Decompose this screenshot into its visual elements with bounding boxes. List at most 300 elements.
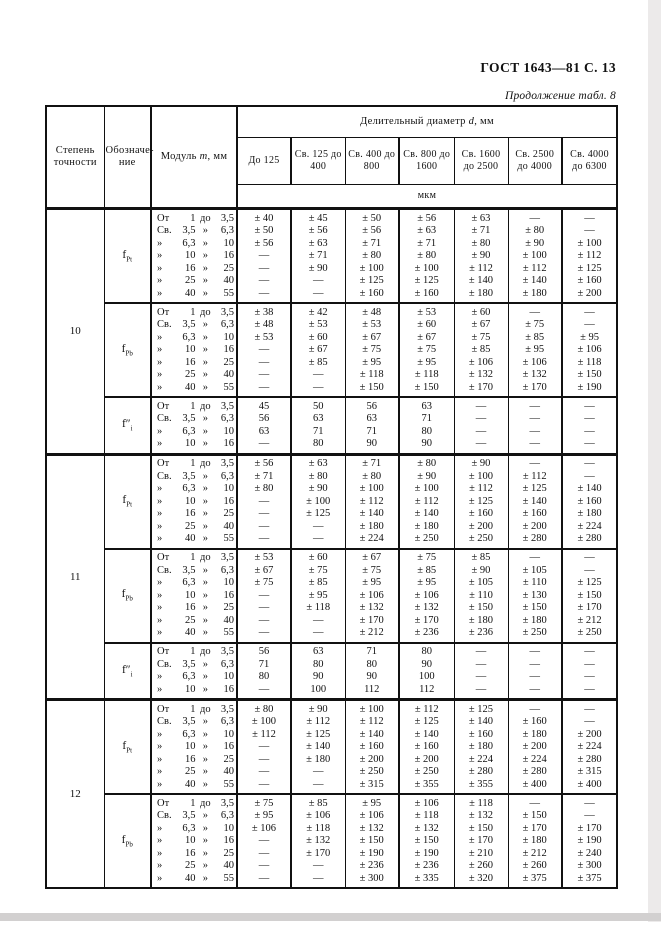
module-token: » — [157, 741, 163, 752]
module-token: 1 — [190, 458, 196, 469]
tolerance-value: ± 90 — [525, 237, 545, 249]
tolerance-value: ± 106 — [359, 810, 384, 821]
value-cell — [508, 397, 562, 454]
tolerance-value: ± 112 — [359, 495, 384, 507]
tolerance-value: 71 — [366, 646, 377, 657]
module-token: » — [157, 425, 163, 437]
header-unit: мкм — [237, 185, 617, 209]
tolerance-value: — — [475, 413, 487, 424]
tolerance-value: 80 — [366, 658, 377, 670]
tolerance-value: 63 — [313, 646, 324, 657]
value-cell — [454, 794, 508, 888]
module-token: » — [157, 508, 163, 519]
tolerance-value: — — [258, 589, 270, 601]
tolerance-table — [45, 105, 618, 889]
module-token: 10 — [223, 237, 234, 249]
value-cell — [562, 549, 617, 643]
module-cell — [151, 454, 237, 549]
tolerance-value: ± 212 — [522, 847, 547, 859]
tolerance-value: ± 150 — [577, 369, 602, 380]
tolerance-value: ± 48 — [362, 306, 382, 318]
value-cell — [562, 794, 617, 888]
tolerance-value: — — [475, 671, 487, 682]
diameter-variable: d — [468, 116, 475, 127]
module-token: 6,3 — [182, 577, 196, 588]
module-token: » — [202, 860, 208, 871]
tolerance-value: ± 63 — [308, 458, 328, 469]
tolerance-value: ± 80 — [254, 483, 274, 494]
value-cell — [562, 303, 617, 397]
tolerance-value: ± 200 — [522, 741, 547, 752]
module-token: 16 — [223, 438, 234, 449]
tolerance-value: — — [475, 646, 487, 657]
tolerance-value: ± 100 — [414, 262, 439, 274]
module-token: 16 — [223, 741, 234, 752]
module-range-line — [157, 307, 234, 320]
module-range-line — [157, 565, 234, 578]
tolerance-value: 100 — [310, 683, 327, 695]
module-range-line — [157, 319, 234, 332]
tolerance-value: ± 106 — [359, 589, 384, 601]
tolerance-value: ± 56 — [308, 225, 328, 236]
value-cell — [454, 643, 508, 700]
module-range-line — [157, 438, 234, 451]
module-token: » — [157, 627, 163, 638]
tolerance-value: ± 80 — [417, 250, 437, 261]
tolerance-value: ± 140 — [359, 728, 384, 740]
module-token: 3,5 — [182, 413, 196, 424]
module-range-line — [157, 238, 234, 251]
tolerance-value: ± 90 — [471, 250, 491, 261]
tolerance-value: ± 42 — [308, 306, 328, 318]
module-token: 55 — [223, 381, 234, 393]
value-cell — [562, 643, 617, 700]
header-col-6: Св. 4000 до 6300 — [562, 138, 617, 185]
module-token: 55 — [223, 627, 234, 638]
tolerance-value: ± 280 — [468, 766, 494, 777]
value-cell — [345, 209, 399, 304]
tolerance-value: — — [529, 458, 540, 469]
tolerance-value: ± 90 — [471, 458, 491, 469]
module-range-line — [157, 590, 234, 603]
tolerance-value: ± 38 — [254, 306, 274, 318]
tolerance-value: ± 67 — [417, 331, 437, 343]
tolerance-value: ± 75 — [417, 552, 437, 563]
tolerance-value: ± 53 — [254, 331, 274, 343]
tolerance-value: ± 90 — [308, 703, 328, 715]
module-token: 3,5 — [182, 470, 196, 482]
tolerance-value: 45 — [258, 400, 270, 412]
tolerance-value: — — [475, 425, 487, 437]
tolerance-value: ± 170 — [522, 381, 547, 393]
module-token: » — [202, 658, 208, 670]
tolerance-value: — — [584, 458, 595, 469]
module-token: 10 — [185, 438, 196, 449]
tolerance-value: — — [529, 658, 540, 670]
tolerance-value: ± 90 — [471, 564, 491, 576]
tolerance-value: ± 50 — [362, 212, 382, 224]
value-cell — [454, 303, 508, 397]
tolerance-value: ± 56 — [254, 237, 274, 249]
module-token: Св. — [157, 470, 172, 482]
tolerance-value: ± 180 — [577, 508, 602, 519]
degree-cell: 11 — [46, 454, 104, 700]
module-token: 1 — [190, 797, 196, 809]
tolerance-value: — — [584, 306, 595, 318]
module-token: Св. — [157, 319, 172, 330]
tolerance-value: ± 60 — [308, 552, 328, 563]
tolerance-value: ± 71 — [308, 250, 328, 261]
module-token: 10 — [185, 589, 196, 601]
value-cell — [508, 454, 562, 549]
tolerance-value: — — [529, 413, 540, 424]
module-range-line — [157, 684, 234, 697]
module-token: до — [200, 306, 211, 318]
value-cell — [508, 794, 562, 888]
module-token: » — [157, 589, 163, 601]
tolerance-value: — — [584, 703, 595, 715]
value-cell — [345, 303, 399, 397]
tolerance-value: 71 — [366, 425, 377, 437]
tolerance-value: ± 90 — [308, 262, 328, 274]
module-token: » — [202, 822, 208, 834]
value-cell — [508, 643, 562, 700]
tolerance-value: ± 100 — [251, 716, 277, 727]
tolerance-value: ± 212 — [577, 614, 602, 626]
tolerance-value: ± 118 — [469, 797, 493, 809]
tolerance-value: ± 160 — [468, 508, 494, 519]
tolerance-value: 80 — [313, 438, 324, 449]
module-token: » — [157, 822, 163, 834]
tolerance-value: ± 80 — [308, 470, 328, 482]
degree-cell: 10 — [46, 209, 104, 455]
tolerance-value: ± 71 — [254, 470, 274, 482]
tolerance-value: — — [529, 400, 540, 412]
tolerance-value: ± 75 — [525, 319, 545, 330]
tolerance-value: — — [313, 627, 324, 638]
tolerance-value: ± 67 — [308, 344, 328, 355]
module-token: » — [157, 533, 163, 544]
module-range-line — [157, 602, 234, 615]
tolerance-value: ± 160 — [577, 275, 602, 286]
tolerance-value: ± 140 — [359, 508, 384, 519]
module-range-line — [157, 860, 234, 873]
tolerance-value: ± 56 — [362, 225, 382, 236]
tolerance-value: — — [475, 438, 487, 449]
tolerance-value: ± 400 — [577, 778, 602, 790]
tolerance-value: ± 132 — [468, 369, 494, 380]
tolerance-value: — — [529, 425, 540, 437]
tolerance-value: ± 335 — [414, 872, 439, 884]
tolerance-value: ± 355 — [468, 778, 494, 790]
tolerance-value: ± 130 — [522, 589, 547, 601]
module-token: 25 — [185, 614, 196, 626]
module-token: 16 — [223, 835, 234, 846]
tolerance-value: ± 140 — [577, 483, 602, 494]
tolerance-value: ± 300 — [359, 872, 384, 884]
module-token: 16 — [223, 250, 234, 261]
module-token: 16 — [185, 262, 196, 274]
module-cell — [151, 794, 237, 888]
designation-symbol: f — [121, 833, 126, 846]
tolerance-value: — — [529, 212, 540, 224]
module-range-line — [157, 779, 234, 792]
module-token: » — [202, 495, 208, 507]
value-cell — [454, 209, 508, 304]
module-token: » — [202, 520, 208, 532]
module-token: От — [157, 646, 170, 657]
module-token: 10 — [185, 835, 196, 846]
tolerance-value: ± 112 — [522, 262, 547, 274]
tolerance-value: ± 180 — [522, 614, 547, 626]
tolerance-value: ± 132 — [414, 602, 439, 613]
module-range-line — [157, 458, 234, 471]
module-token: » — [157, 860, 163, 871]
module-cell — [151, 397, 237, 454]
tolerance-value: ± 67 — [254, 564, 274, 576]
value-cell — [454, 454, 508, 549]
module-token: » — [202, 356, 208, 368]
module-token: » — [202, 225, 208, 236]
module-token: 3,5 — [220, 797, 234, 809]
module-token: » — [202, 438, 208, 449]
tolerance-value: ± 200 — [414, 753, 439, 765]
module-token: 40 — [223, 520, 234, 532]
tolerance-value: ± 56 — [254, 458, 274, 469]
tolerance-value: ± 150 — [468, 602, 494, 613]
tolerance-value: ± 355 — [414, 778, 439, 790]
value-cell — [454, 397, 508, 454]
module-token: Св. — [157, 810, 172, 821]
tolerance-value: ± 95 — [308, 589, 328, 601]
tolerance-value: 71 — [313, 425, 324, 437]
tolerance-value: ± 180 — [468, 741, 494, 752]
module-token: » — [202, 470, 208, 482]
module-token: » — [157, 344, 163, 355]
tolerance-value: ± 170 — [522, 822, 547, 834]
tolerance-value: ± 150 — [577, 589, 602, 601]
tolerance-value: ± 300 — [577, 860, 602, 871]
tolerance-value: — — [258, 356, 270, 368]
tolerance-value: — — [529, 646, 540, 657]
designation-subscript: Pt — [126, 746, 133, 755]
tolerance-value: ± 100 — [359, 703, 384, 715]
tolerance-value: ± 106 — [468, 356, 494, 368]
module-token: » — [202, 533, 208, 544]
module-token: 55 — [223, 778, 234, 790]
tolerance-value: ± 200 — [468, 520, 494, 532]
module-token: 6,3 — [220, 413, 234, 424]
tolerance-value: ± 56 — [417, 212, 437, 224]
module-token: 25 — [223, 602, 234, 613]
value-cell — [562, 397, 617, 454]
tolerance-value: ± 106 — [414, 797, 439, 809]
tolerance-value: — — [258, 287, 270, 299]
module-range-line — [157, 798, 234, 811]
tolerance-value: ± 95 — [254, 810, 274, 821]
value-cell — [237, 303, 291, 397]
tolerance-value: — — [584, 425, 595, 437]
module-range-line — [157, 810, 234, 823]
module-token: » — [157, 287, 163, 299]
module-token: 1 — [190, 400, 196, 412]
module-token: 25 — [185, 860, 196, 871]
module-token: 6,3 — [220, 810, 234, 821]
tolerance-value: ± 100 — [522, 250, 547, 261]
tolerance-value: ± 95 — [525, 344, 545, 355]
tolerance-value: ± 85 — [308, 797, 328, 809]
tolerance-value: — — [313, 275, 324, 286]
tolerance-value: ± 112 — [414, 495, 439, 507]
tolerance-value: 80 — [258, 671, 270, 682]
tolerance-value: ± 160 — [359, 287, 384, 299]
tolerance-value: ± 150 — [359, 835, 384, 846]
module-token: 16 — [185, 508, 196, 519]
block-row — [46, 303, 617, 397]
module-token: 40 — [185, 533, 196, 544]
tolerance-value: ± 400 — [522, 778, 547, 790]
module-range-line — [157, 426, 234, 439]
tolerance-value: — — [313, 860, 324, 871]
tolerance-value: ± 85 — [471, 344, 491, 355]
tolerance-value: ± 80 — [254, 703, 274, 715]
module-token: » — [202, 250, 208, 261]
header-col-1: Св. 125 до 400 — [291, 138, 345, 185]
module-token: » — [202, 671, 208, 682]
tolerance-value: ± 224 — [468, 753, 494, 765]
module-token: 16 — [223, 344, 234, 355]
value-cell — [508, 700, 562, 795]
tolerance-value: — — [313, 766, 324, 777]
tolerance-value: ± 224 — [577, 520, 602, 532]
tolerance-value: — — [258, 438, 270, 449]
module-token: » — [202, 237, 208, 249]
module-range-line — [157, 577, 234, 590]
module-range-line — [157, 521, 234, 534]
tolerance-value: ± 250 — [468, 533, 494, 544]
tolerance-value: — — [584, 564, 595, 576]
value-cell — [291, 643, 345, 700]
module-range-line — [157, 401, 234, 414]
tolerance-value: — — [258, 262, 270, 274]
tolerance-value: 56 — [366, 400, 377, 412]
module-token: От — [157, 703, 170, 715]
module-token: 6,3 — [220, 564, 234, 576]
value-cell — [291, 454, 345, 549]
module-token: » — [157, 381, 163, 393]
tolerance-value: ± 80 — [525, 225, 545, 236]
tolerance-value: ± 224 — [577, 741, 602, 752]
tolerance-value: ± 236 — [414, 627, 439, 638]
tolerance-value: ± 224 — [522, 753, 547, 765]
tolerance-value: — — [258, 508, 270, 519]
module-token: » — [202, 262, 208, 274]
module-token: до — [200, 400, 211, 412]
tolerance-value: — — [584, 319, 595, 330]
tolerance-value: — — [258, 275, 270, 286]
module-token: 10 — [223, 331, 234, 343]
tolerance-value: 80 — [313, 658, 324, 670]
tolerance-value: ± 112 — [469, 483, 493, 494]
designation-symbol: f — [122, 248, 127, 261]
tolerance-value: ± 63 — [471, 212, 491, 224]
tolerance-value: ± 95 — [362, 356, 382, 368]
module-token: 40 — [185, 381, 196, 393]
module-token: 10 — [185, 741, 196, 752]
module-token: » — [202, 508, 208, 519]
tolerance-value: 90 — [421, 438, 432, 449]
module-token: 40 — [185, 872, 196, 884]
tolerance-value: ± 150 — [522, 602, 547, 613]
tolerance-value: — — [529, 438, 540, 449]
module-token: 55 — [223, 287, 234, 299]
tolerance-value: — — [258, 369, 270, 380]
tolerance-value: — — [529, 703, 540, 715]
tolerance-value: ± 85 — [417, 564, 437, 576]
designation-symbol: f — [121, 588, 126, 601]
tolerance-value: — — [584, 797, 595, 809]
module-token: » — [157, 495, 163, 507]
tolerance-value: ± 118 — [306, 822, 331, 834]
block-row — [46, 643, 617, 700]
tolerance-value: — — [475, 683, 487, 695]
value-cell — [291, 549, 345, 643]
module-token: » — [202, 872, 208, 884]
module-token: 10 — [185, 495, 196, 507]
tolerance-value: ± 75 — [417, 344, 437, 355]
tolerance-value: ± 40 — [254, 212, 274, 224]
module-range-line — [157, 754, 234, 767]
tolerance-value: ± 160 — [468, 728, 494, 740]
block-row — [46, 700, 617, 795]
tolerance-value: ± 67 — [471, 319, 491, 330]
tolerance-value: ± 71 — [362, 237, 382, 249]
tolerance-value: — — [584, 413, 595, 424]
tolerance-value: — — [584, 400, 595, 412]
tolerance-value: ± 75 — [471, 331, 491, 343]
tolerance-value: — — [313, 381, 324, 393]
tolerance-value: ± 112 — [359, 716, 384, 727]
value-cell — [237, 454, 291, 549]
tolerance-value: ± 210 — [468, 847, 494, 859]
tolerance-value: ± 160 — [522, 508, 547, 519]
tolerance-value: ± 100 — [306, 495, 331, 507]
header-col-4: Св. 1600 до 2500 — [454, 138, 508, 185]
header-col-2: Св. 400 до 800 — [345, 138, 399, 185]
tolerance-value: ± 125 — [577, 262, 602, 274]
module-token: Св. — [157, 413, 172, 424]
value-cell — [399, 397, 454, 454]
module-token: 25 — [223, 262, 234, 274]
tolerance-value: ± 60 — [308, 331, 328, 343]
value-cell — [399, 549, 454, 643]
value-cell — [562, 700, 617, 795]
tolerance-value: ± 60 — [471, 306, 491, 318]
module-token: 40 — [223, 860, 234, 871]
scan-edge-right — [648, 0, 661, 922]
designation-symbol: f″ — [121, 663, 131, 676]
module-token: до — [200, 797, 211, 809]
tolerance-value: — — [584, 470, 595, 482]
tolerance-value: ± 180 — [522, 728, 547, 740]
block-row — [46, 454, 617, 549]
value-cell — [291, 397, 345, 454]
module-range-line — [157, 627, 234, 640]
module-cell — [151, 209, 237, 304]
tolerance-value: — — [529, 797, 540, 809]
module-range-line — [157, 508, 234, 521]
module-token: » — [202, 381, 208, 393]
